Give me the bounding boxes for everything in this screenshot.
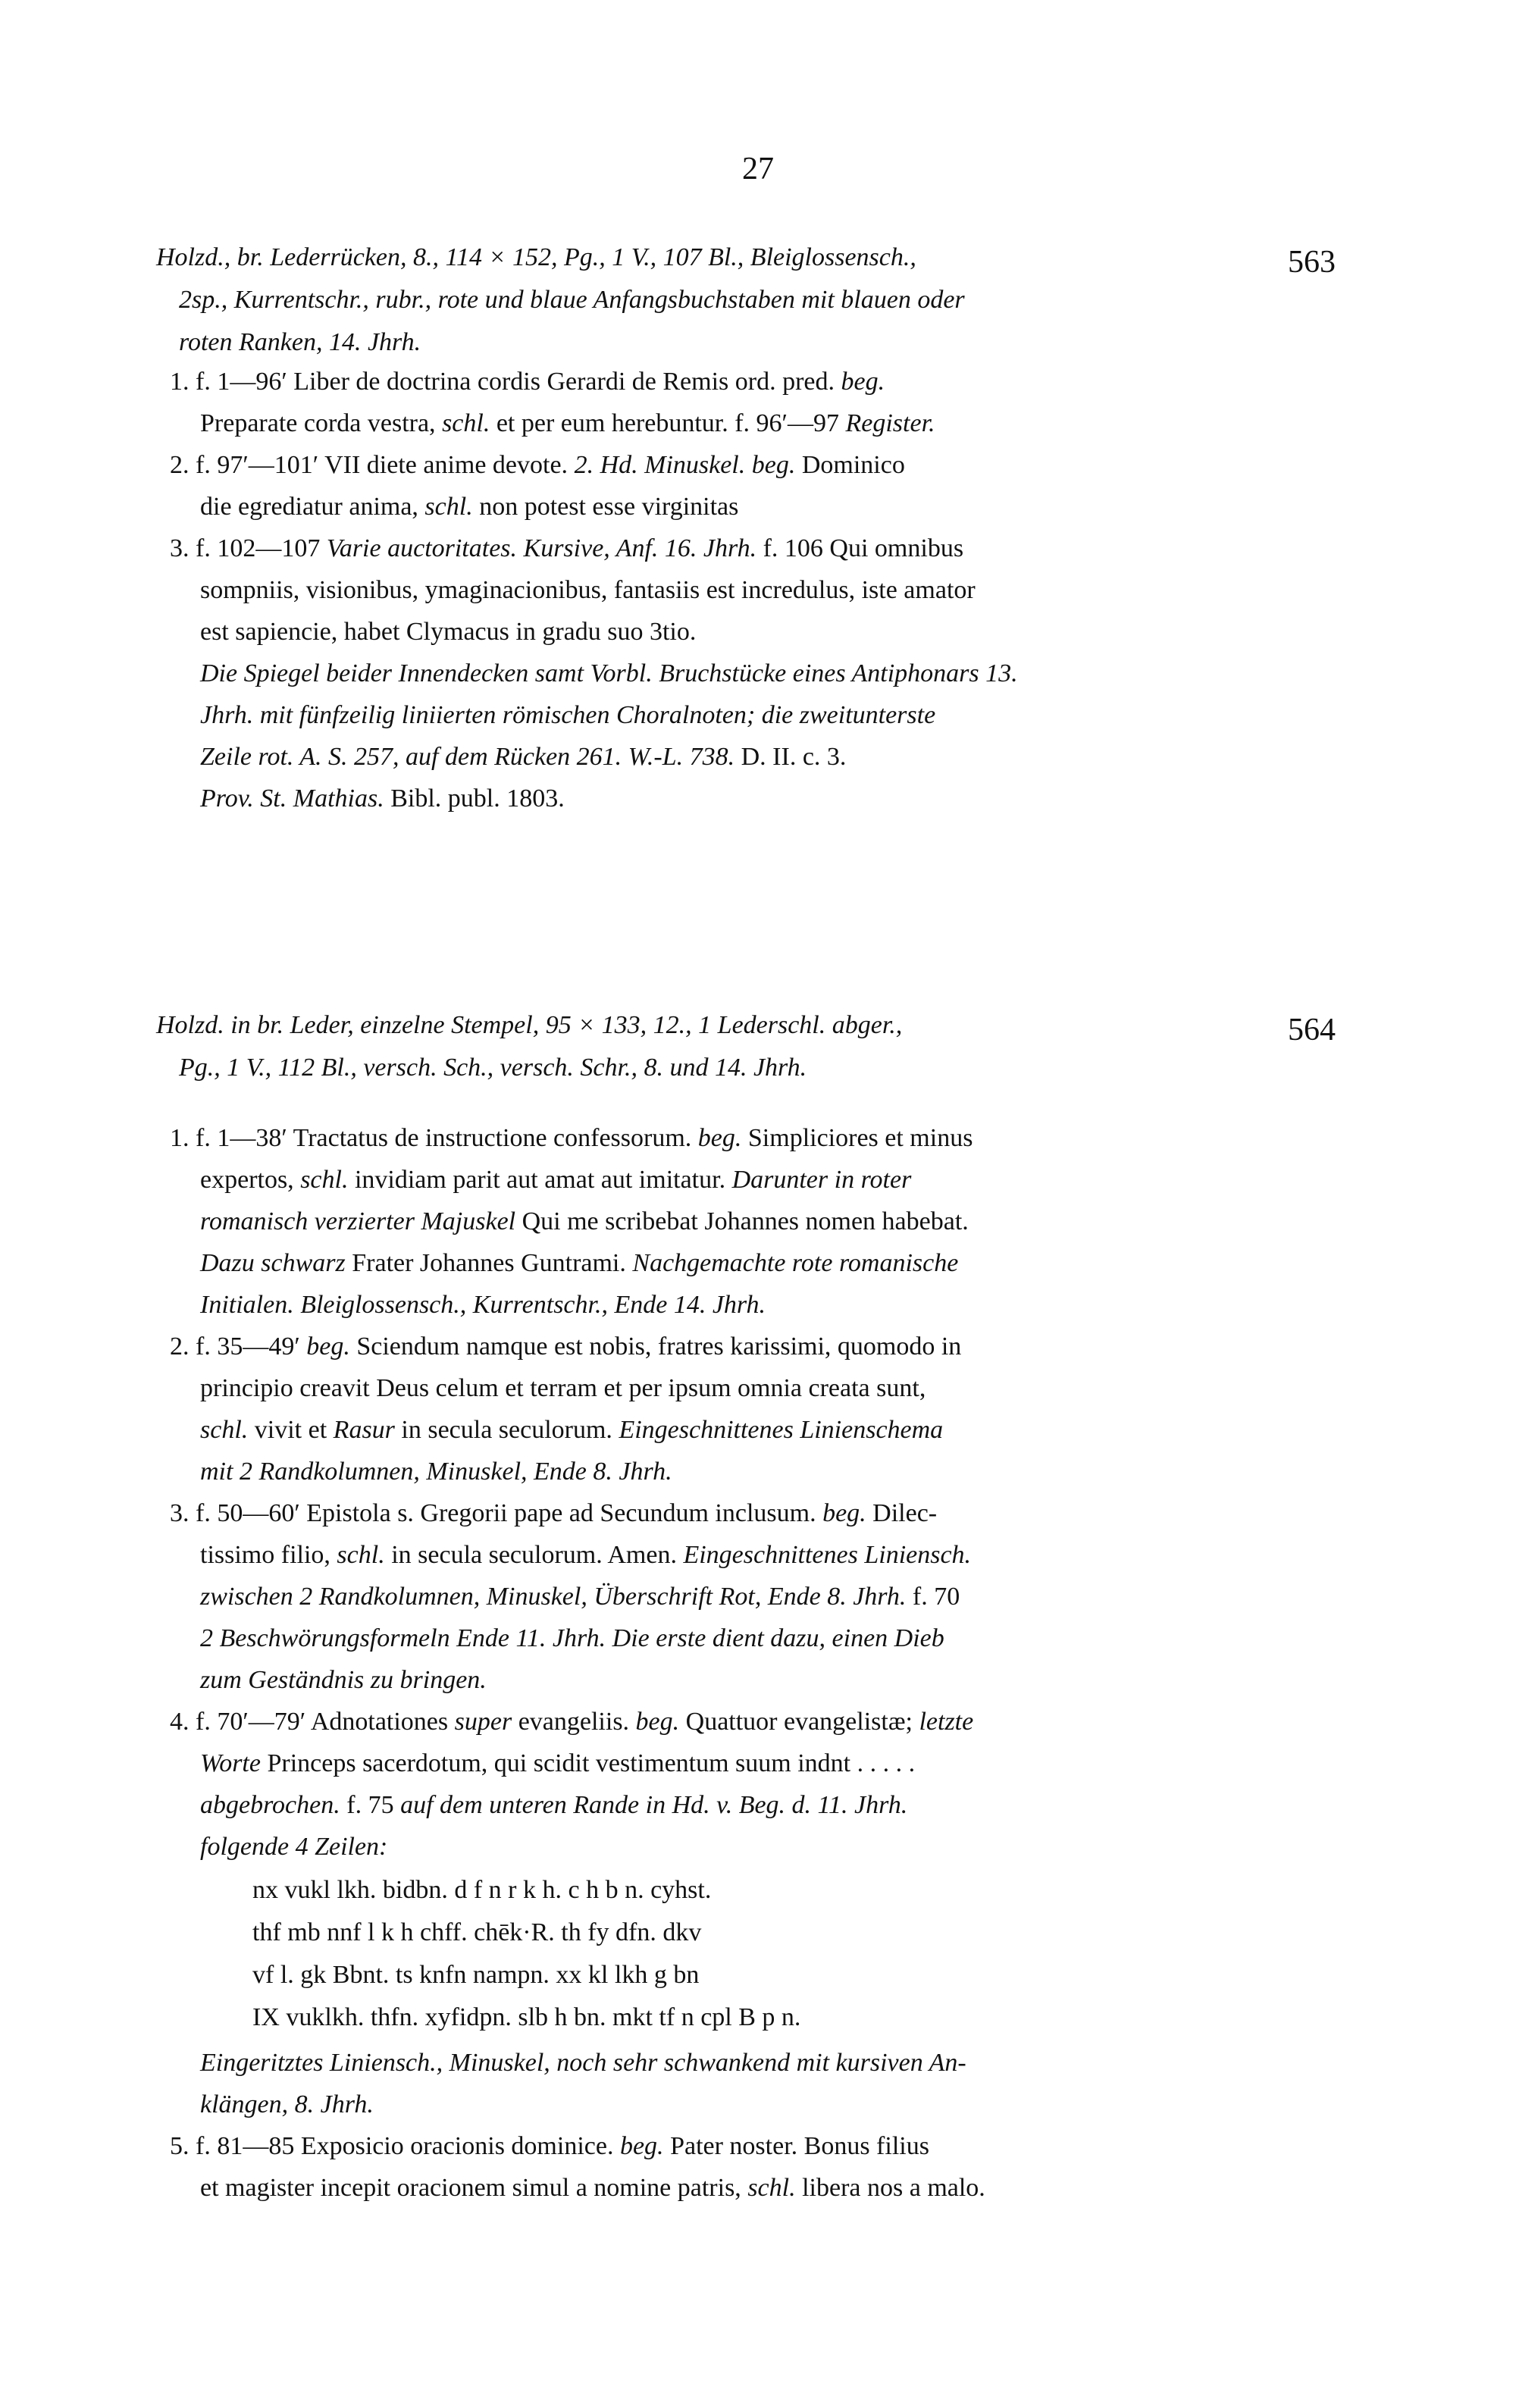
- entry-line: [156, 1117, 1273, 1159]
- text-segment: invidiam parit aut amat aut imitatur.: [348, 1166, 732, 1194]
- record-564-entries-after: [156, 2042, 1273, 2209]
- entry-line: [156, 528, 1273, 569]
- header-line: roten Ranken, 14. Jhrh.: [179, 328, 421, 356]
- text-segment: D. II. c. 3.: [735, 743, 847, 771]
- text-segment: f. 70: [906, 1583, 960, 1611]
- entry-line: [156, 2084, 1273, 2125]
- text-segment: Dominico: [795, 451, 905, 479]
- italic-segment: Register.: [845, 409, 935, 437]
- text-segment: et per eum herebuntur. f. 96′—97: [490, 409, 846, 437]
- text-segment: 1. f. 1—96′ Liber de doctrina cordis Gerardi de Remis ord. pred.: [170, 368, 841, 396]
- italic-segment: schl.: [300, 1166, 349, 1194]
- italic-segment: auf dem unteren Rande in Hd. v. Beg. d. 11. Jhrh.: [400, 1791, 908, 1819]
- entry-line: [156, 653, 1273, 694]
- entry-line: [156, 361, 1273, 402]
- entry-line: [156, 736, 1273, 778]
- italic-segment: Worte: [200, 1749, 261, 1777]
- text-segment: Princeps sacerdotum, qui scidit vestimentum suum indnt . . . . .: [260, 1749, 916, 1777]
- entry-line: [156, 694, 1273, 736]
- header-line: Pg., 1 V., 112 Bl., versch. Sch., versch. Schr., 8. und 14. Jhrh.: [179, 1054, 807, 1082]
- italic-segment: schl.: [337, 1541, 385, 1569]
- italic-segment: 2 Beschwörungsformeln Ende 11. Jhrh. Die erste dient dazu, einen Dieb: [200, 1624, 944, 1652]
- entry-line: [156, 2125, 1273, 2167]
- entry-line: [156, 1576, 1273, 1617]
- record-number-564: 564: [1288, 1013, 1336, 1047]
- italic-segment: schl.: [747, 2174, 796, 2202]
- entry-line: [156, 1701, 1273, 1743]
- italic-segment: folgende 4 Zeilen:: [200, 1833, 388, 1861]
- italic-segment: Dazu schwarz: [200, 1249, 346, 1277]
- cipher-line: IX vuklkh. thfn. xyfidpn. slb h bn. mkt tf n cpl B p n.: [252, 2003, 801, 2031]
- record-563-header: [156, 236, 1263, 364]
- record-564-entries: [156, 1117, 1273, 1868]
- text-segment: in secula seculorum. Amen.: [384, 1541, 684, 1569]
- text-segment: expertos,: [200, 1166, 301, 1194]
- entry-line: [156, 2167, 1273, 2209]
- italic-segment: beg.: [697, 1124, 742, 1152]
- entry-line: [156, 2042, 1273, 2084]
- entry-line: [156, 1242, 1273, 1284]
- entry-line: [156, 1534, 1273, 1576]
- entry-line: [156, 402, 1273, 444]
- entry-line: [156, 444, 1273, 486]
- entry-line: [156, 1492, 1273, 1534]
- text-segment: libera nos a malo.: [795, 2174, 985, 2202]
- text-segment: Simpliciores et minus: [741, 1124, 973, 1152]
- italic-segment: zum Geständnis zu bringen.: [200, 1666, 487, 1694]
- text-segment: 3. f. 102—107: [170, 534, 327, 562]
- italic-segment: Nachgemachte rote romanische: [632, 1249, 959, 1277]
- text-segment: et magister incepit oracionem simul a nomine patris,: [200, 2174, 748, 2202]
- text-segment: 4. f. 70′—79′ Adnotationes: [170, 1708, 455, 1736]
- italic-segment: letzte: [919, 1708, 974, 1736]
- text-segment: tissimo filio,: [200, 1541, 337, 1569]
- text-segment: Frater Johannes Guntrami.: [345, 1249, 633, 1277]
- text-segment: Bibl. publ. 1803.: [384, 784, 565, 813]
- italic-segment: Rasur: [333, 1416, 395, 1444]
- italic-segment: Darunter in roter: [731, 1166, 912, 1194]
- entry-line: [156, 1201, 1273, 1242]
- cipher-line: thf mb nnf l k h chff. chēk·R. th fy dfn. dkv: [252, 1918, 702, 1946]
- text-segment: vivit et: [248, 1416, 334, 1444]
- text-segment: Sciendum namque est nobis, fratres karissimi, quomodo in: [349, 1332, 962, 1361]
- cipher-lines: [252, 1869, 800, 2039]
- entry-line: [156, 1784, 1273, 1826]
- page-number: 27: [742, 152, 774, 186]
- entry-line: [156, 1659, 1273, 1701]
- italic-segment: Eingeschnittenes Liniensch.: [683, 1541, 972, 1569]
- text-segment: principio creavit Deus celum et terram et per ipsum omnia creata sunt,: [200, 1374, 926, 1402]
- entry-line: [156, 1409, 1273, 1451]
- italic-segment: Jhrh. mit fünfzeilig liniierten römischen Choralnoten; die zweitunterste: [200, 701, 936, 729]
- record-564-header: [156, 1004, 1263, 1089]
- italic-segment: Die Spiegel beider Innendecken samt Vorbl. Bruchstücke eines Antiphonars 13.: [200, 659, 1018, 687]
- entry-line: [156, 778, 1273, 819]
- entry-line: [156, 1159, 1273, 1201]
- text-segment: 1. f. 1—38′ Tractatus de instructione confessorum.: [170, 1124, 698, 1152]
- italic-segment: 2. Hd. Minuskel. beg.: [574, 451, 796, 479]
- entry-line: [156, 1367, 1273, 1409]
- italic-segment: klängen, 8. Jhrh.: [200, 2090, 374, 2118]
- header-line: 2sp., Kurrentschr., rubr., rote und blaue Anfangsbuchstaben mit blauen oder: [179, 286, 965, 314]
- text-segment: die egrediatur anima,: [200, 493, 425, 521]
- italic-segment: schl.: [200, 1416, 249, 1444]
- italic-segment: abgebrochen.: [200, 1791, 340, 1819]
- entry-line: [156, 569, 1273, 611]
- record-563-entries: [156, 361, 1273, 819]
- entry-line: [156, 611, 1273, 653]
- italic-segment: Varie auctoritates. Kursive, Anf. 16. Jhrh.: [326, 534, 757, 562]
- italic-segment: mit 2 Randkolumnen, Minuskel, Ende 8. Jhrh.: [200, 1458, 672, 1486]
- italic-segment: beg.: [841, 368, 885, 396]
- text-segment: sompniis, visionibus, ymaginacionibus, fantasiis est incredulus, iste amator: [200, 576, 976, 604]
- italic-segment: beg.: [619, 2132, 664, 2160]
- text-segment: Qui me scribebat Johannes nomen habebat.: [515, 1207, 969, 1235]
- text-segment: est sapiencie, habet Clymacus in gradu suo 3tio.: [200, 618, 697, 646]
- italic-segment: Eingeschnittenes Linienschema: [619, 1416, 944, 1444]
- italic-segment: romanisch verzierter Majuskel: [200, 1207, 516, 1235]
- header-line: Holzd. in br. Leder, einzelne Stempel, 95 × 133, 12., 1 Lederschl. abger.,: [156, 1011, 903, 1039]
- italic-segment: beg.: [822, 1499, 866, 1527]
- entry-line: [156, 1617, 1273, 1659]
- text-segment: evangeliis.: [512, 1708, 636, 1736]
- record-number-563: 563: [1288, 245, 1336, 280]
- entry-line: [156, 1284, 1273, 1326]
- italic-segment: schl.: [424, 493, 473, 521]
- italic-segment: beg.: [306, 1332, 350, 1361]
- italic-segment: Zeile rot. A. S. 257, auf dem Rücken 261. W.-L. 738.: [200, 743, 735, 771]
- entry-line: [156, 1826, 1273, 1868]
- cipher-line: vf l. gk Bbnt. ts knfn nampn. xx kl lkh g bn: [252, 1961, 700, 1989]
- entry-line: [156, 486, 1273, 528]
- italic-segment: zwischen 2 Randkolumnen, Minuskel, Überschrift Rot, Ende 8. Jhrh.: [200, 1583, 907, 1611]
- text-segment: f. 75: [340, 1791, 401, 1819]
- text-segment: Preparate corda vestra,: [200, 409, 443, 437]
- italic-segment: Initialen. Bleiglossensch., Kurrentschr., Ende 14. Jhrh.: [200, 1291, 766, 1319]
- text-segment: non potest esse virginitas: [472, 493, 739, 521]
- text-segment: Pater noster. Bonus filius: [663, 2132, 929, 2160]
- entry-line: [156, 1743, 1273, 1784]
- italic-segment: beg.: [635, 1708, 680, 1736]
- text-segment: Dilec-: [866, 1499, 938, 1527]
- text-segment: in secula seculorum.: [394, 1416, 619, 1444]
- italic-segment: super: [454, 1708, 512, 1736]
- text-segment: f. 106 Qui omnibus: [756, 534, 964, 562]
- header-line: Holzd., br. Lederrücken, 8., 114 × 152, Pg., 1 V., 107 Bl., Bleiglossensch.,: [156, 243, 916, 271]
- text-segment: 2. f. 97′—101′ VII diete anime devote.: [170, 451, 575, 479]
- entry-line: [156, 1326, 1273, 1367]
- entry-line: [156, 1451, 1273, 1492]
- italic-segment: schl.: [442, 409, 490, 437]
- text-segment: 2. f. 35—49′: [170, 1332, 307, 1361]
- text-segment: Quattuor evangelistæ;: [679, 1708, 919, 1736]
- text-segment: 3. f. 50—60′ Epistola s. Gregorii pape ad Secundum inclusum.: [170, 1499, 823, 1527]
- cipher-line: nx vukl lkh. bidbn. d f n r k h. c h b n. cyhst.: [252, 1876, 712, 1904]
- text-segment: 5. f. 81—85 Exposicio oracionis dominice.: [170, 2132, 620, 2160]
- italic-segment: Eingeritztes Liniensch., Minuskel, noch sehr schwankend mit kursiven An-: [200, 2049, 966, 2077]
- italic-segment: Prov. St. Mathias.: [200, 784, 384, 813]
